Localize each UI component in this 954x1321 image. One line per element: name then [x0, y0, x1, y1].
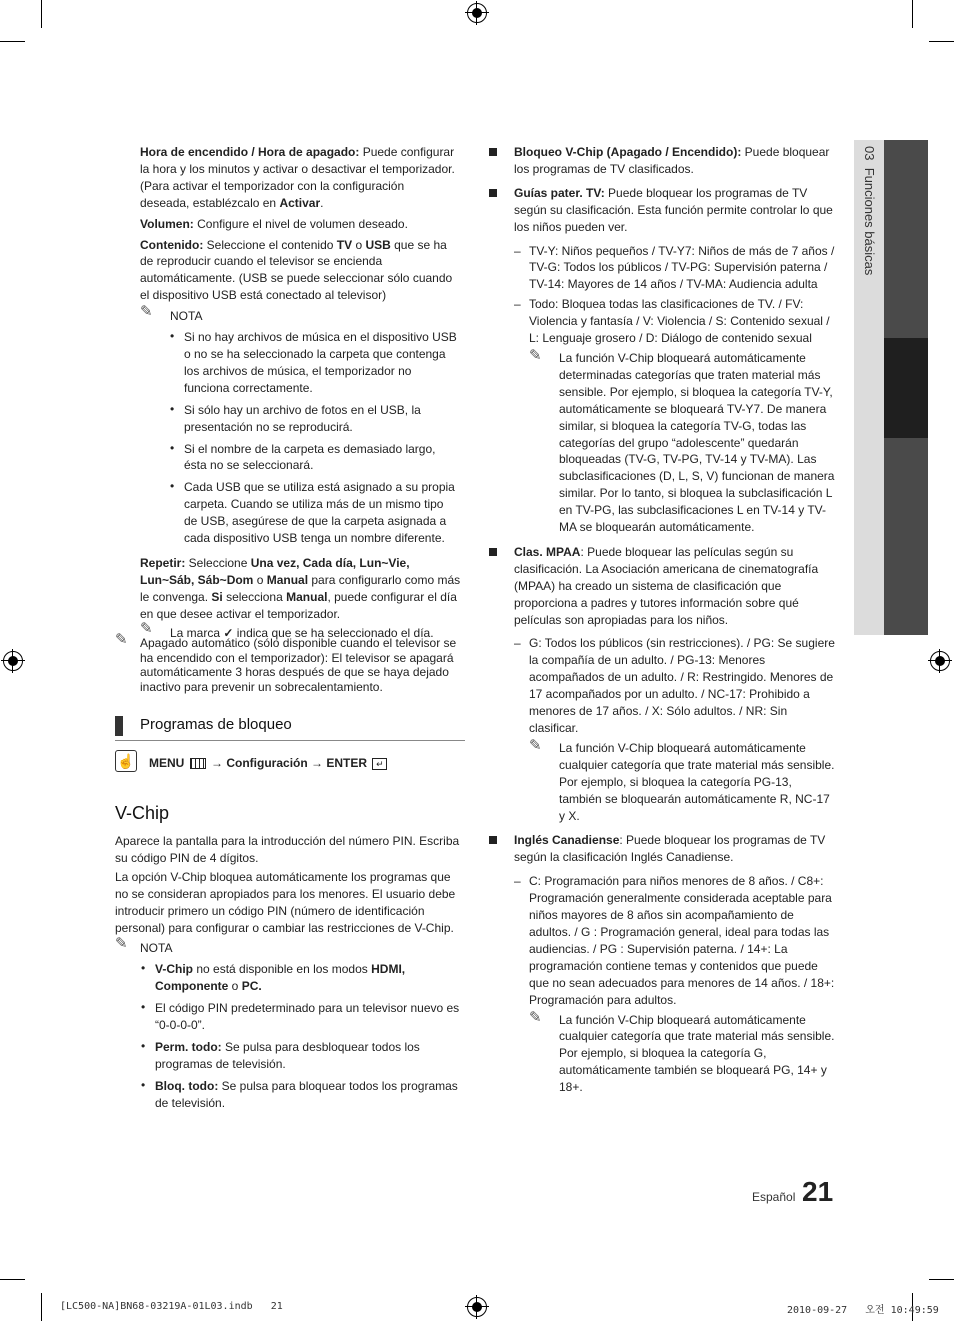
canadian-english-item: Inglés Canadiense: Puede bloquear los programas de TV según la clasificación Inglés Canadiense. [514, 832, 837, 866]
square-bullet-icon [489, 189, 497, 197]
menu-icon [190, 758, 206, 769]
canadian-english-ratings: – C: Programación para niños menores de 8 años. / C8+: Programación generalmente considerada aceptable para niños mayores de 8 años sin acompañamiento de adultos. / G : Programación general, ideal para todas las audiencias. / PG : Supervisión paterna. / 14+: La programación contiene temas y contenidos que puede que no sean adecuados para menores de 14 años. / 18+: Programación para adultos. [514, 874, 835, 1007]
note-label: NOTA [170, 309, 203, 324]
note-pencil-icon: ✎ [529, 736, 542, 754]
canadian-english-note: ✎ La función V-Chip bloqueará automáticamente cualquier categoría que trate material más sensible. Por ejemplo, si bloquea la categoría G, automáticamente también se bloqueará PG, 14+ y 18+. [529, 1008, 835, 1095]
note-pencil-icon: ✎ [140, 619, 153, 637]
note-pencil-icon: ✎ [529, 1008, 542, 1026]
tv-guide-note: ✎ La función V-Chip bloqueará automáticamente determinadas categorías que traten material más sensible. Por ejemplo, si bloquea la categoría TV-Y, automáticamente se bloqueará TV-Y7. De manera similar, si bloquea la categoría TV-G, todas las categorías del grupo “adolescente” quedarán bloqueadas (TV-G, TV-PG, TV-14 y TV-MA). Las subclasificaciones (D, L, S, V) funcionan de manera similar. Por lo tanto, si bloquea la subclasificación L en TV-PG, las subclasificaciones L en TV-14 y TV-MA se bloquearán automáticamente. [529, 346, 835, 535]
list-item: • V-Chip no está disponible en los modos HDMI, Componente o PC. [141, 961, 406, 994]
chapter-title: Funciones básicas [862, 167, 877, 276]
chapter-label [862, 146, 877, 275]
note-pencil-icon: ✎ [115, 631, 128, 648]
crop-mark [929, 1279, 954, 1280]
crop-mark [0, 1279, 25, 1280]
vchip-note-list [141, 961, 460, 1111]
vchip-title: V-Chip [115, 803, 170, 823]
vchip-lock-item: Bloqueo V-Chip (Apagado / Encendido): Puede bloquear los programas de TV clasificados. [514, 144, 837, 178]
list-item: • Cada USB que se utiliza está asignado a su propia carpeta. Cuando se utiliza más de un mismo tipo de USB, asegúrese de que la carpeta asignada a cada dispositivo USB tenga un nombre diferente. [170, 479, 455, 546]
timer-paragraph: Hora de encendido / Hora de apagado: Puede configurar la hora y los minutos y activar o desactivar el temporizador. (Para activar el temporizador con la configuración deseada, establézcalo en Activar. [140, 145, 455, 210]
list-item: • Perm. todo: Se pulsa para desbloquear todos los programas de televisión. [141, 1038, 420, 1071]
footer-language: Español [752, 1190, 796, 1204]
right-column [514, 144, 837, 1096]
note-pencil-icon: ✎ [140, 303, 153, 321]
file-info: [LC500-NA]BN68-03219A-01L03.indb 21 [60, 1301, 283, 1312]
chapter-tab-marker [884, 338, 928, 438]
note-pencil-icon: ✎ [529, 346, 542, 364]
repeat-paragraph: Repetir: Seleccione Una vez, Cada día, Lun~Vie, Lun~Sáb, Sáb~Dom o Manual para configurarlo como más le convenga. Si selecciona Manual, puede configurar el día en que desee activar el temporizador. [140, 555, 461, 621]
list-item: • Bloq. todo: Se pulsa para bloquear todos los programas de televisión. [141, 1077, 458, 1110]
registration-mark-icon [467, 3, 487, 23]
mpaa-note: ✎ La función V-Chip bloqueará automáticamente cualquier categoría que trate material más sensible. Por ejemplo, si bloquea la categoría PG-13, también se bloquearán automáticamente R, NC-17 y X. [529, 736, 835, 823]
square-bullet-icon [489, 836, 497, 844]
section-title: Programas de bloqueo [140, 716, 292, 733]
enter-icon: ↵ [372, 758, 387, 770]
tv-guide-item: Guías pater. TV: Puede bloquear los programas de TV según su clasificación. Esta función permite controlar lo que los niños pueden ver. [514, 185, 837, 236]
page-number: 21 [802, 1176, 834, 1207]
check-icon: ✓ [223, 625, 234, 640]
crop-mark [41, 0, 42, 28]
list-item: • El código PIN predeterminado para un televisor nuevo es “0-0-0-0”. [141, 1000, 460, 1033]
left-column-top [140, 144, 461, 647]
crop-mark [0, 41, 25, 42]
note-pencil-icon: ✎ [115, 935, 128, 953]
note-label: NOTA [140, 941, 173, 956]
tv-guide-subratings: – Todo: Bloquea todas las clasificaciones de TV. / FV: Violencia y fantasía / V: Violencia / S: Contenido sexual / L: Lenguaje grosero / D: Diálogo de contenido sexual [514, 297, 830, 346]
crop-mark [929, 41, 954, 42]
square-bullet-icon [489, 148, 497, 156]
mpaa-item: Clas. MPAA: Puede bloquear las películas según su clasificación. La Asociación americana de cinematografía (MPAA) ha creado un sistema de clasificación que proporciona a padres y tutores información sobre qué películas son apropiadas para los niños. [514, 544, 837, 629]
section-heading [115, 716, 465, 741]
date-info: 2010-09-27 오전 10:49:59 [787, 1305, 939, 1316]
volume-paragraph: Volumen: Configure el nivel de volumen deseado. [140, 216, 408, 231]
registration-mark-icon [467, 1297, 487, 1317]
registration-mark-icon [3, 651, 23, 671]
list-item: • Si el nombre de la carpeta es demasiado largo, ésta no se seleccionará. [170, 440, 436, 473]
check-mark-note: La marca ✓ indica que se ha seleccionado el día. [170, 625, 434, 640]
note-bullet-list [170, 329, 458, 547]
crop-mark [41, 1293, 42, 1321]
remote-hand-icon: ☝ [115, 750, 137, 772]
crop-mark [912, 0, 913, 28]
square-bullet-icon [489, 548, 497, 556]
tv-guide-ratings: – TV-Y: Niños pequeños / TV-Y7: Niños de más de 7 años / TV-G: Todos los públicos / TV-PG: Supervisión paterna / TV-14: Mayores de 14 años / TV-MA: Audiencia adulta [514, 243, 835, 292]
chapter-number: 03 [862, 146, 877, 161]
list-item: • Si sólo hay un archivo de fotos en el USB, la presentación no se reproducirá. [170, 401, 421, 434]
auto-off-note: ✎ Apagado automático (sólo disponible cuando el televisor se ha encendido con el temporizador): El televisor se apagará automáticamente 3 horas después de que se haya dejado inactivo para prevenir un sobrecalentamiento. [115, 631, 457, 694]
vchip-body: Aparece la pantalla para la introducción del número PIN. Escriba su código PIN de 4 dígitos. La opción V-Chip bloquea automáticamente los programas que no se consideran apropiados para los menores. El usuario debe introducir primero un código PIN (número de identificación personal) para configurar o cambiar las restricciones de V-Chip. ✎ NOTA • V-Chip no está disponible en los modos HDMI, Componente o PC. • El código PIN predeterminado para un televisor nuevo es “0-0-0-0”. • Perm. todo: Se pulsa para desbloquear todos los programas de televisión. • Bloq. todo: Se pulsa para bloquear todos los programas de televisión. [115, 834, 460, 1110]
section-heading-bar [115, 716, 123, 736]
mpaa-ratings: – G: Todos los públicos (sin restricciones). / PG: Se sugiere la compañía de un adulto. / PG-13: Menores acompañados de un adulto. / R: Restringido. Menores de 17 acompañados por un adulto. / NC-17: Prohibido a menores de 17 años. / X: Sólo adultos. / NR: Sin clasificar. [514, 636, 835, 735]
list-item: • Si no hay archivos de música en el dispositivo USB o no se ha seleccionado la carpeta que contenga los archivos de música, el temporizador no funciona correctamente. [170, 329, 457, 395]
content-paragraph: Contenido: Seleccione el contenido TV o USB que se ha de reproducir cuando el televisor se encienda automáticamente. (USB se puede seleccionar sólo cuando el dispositivo USB está conectado al televisor) [140, 237, 453, 303]
registration-mark-icon [930, 651, 950, 671]
